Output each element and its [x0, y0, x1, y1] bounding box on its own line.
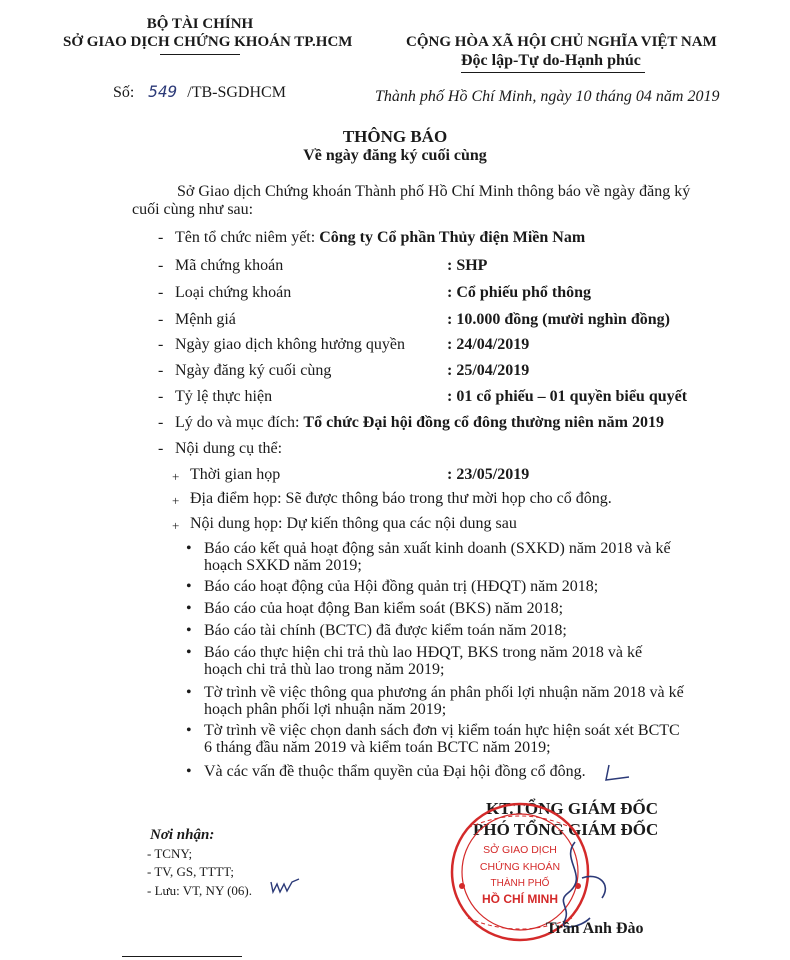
record-date-value: : 25/04/2019 — [447, 362, 530, 379]
recipients-title: Nơi nhận: — [150, 827, 215, 843]
exchange-name: SỞ GIAO DỊCH CHỨNG KHOÁN TP.HCM — [63, 34, 353, 50]
agenda-item-5: Báo cáo thực hiện chi trả thù lao HĐQT, BKS trong năm 2018 và kế — [204, 644, 643, 661]
content-label: Nội dung cụ thể: — [175, 440, 283, 457]
issuer-label: Tên tổ chức niêm yết: — [175, 229, 320, 246]
par-value-value: : 10.000 đồng (mười nghìn đồng) — [447, 311, 670, 328]
dash-bullet: - — [158, 284, 164, 301]
number-suffix: /TB-SGDHCM — [187, 84, 286, 101]
initials-scribble-icon — [268, 876, 304, 898]
dot-bullet: • — [186, 622, 192, 639]
dot-bullet: • — [186, 644, 192, 661]
header-left-underline — [160, 54, 240, 55]
dash-bullet: - — [158, 336, 164, 353]
agenda-item-7-cont: 6 tháng đầu năm 2019 và kiểm toán BCTC năm 2019; — [204, 739, 551, 756]
agenda-item-2: Báo cáo hoạt động của Hội đồng quản trị (HĐQT) năm 2018; — [204, 578, 599, 595]
stamp-line-2: CHỨNG KHOÁN — [479, 861, 561, 873]
issuer-value: Công ty Cổ phần Thủy điện Miền Nam — [319, 229, 586, 246]
dash-bullet: - — [158, 388, 164, 405]
agenda-item-1-cont: hoạch SXKD năm 2019; — [204, 557, 362, 574]
agenda-item-8: Và các vấn đề thuộc thẩm quyền của Đại hội đồng cổ đông. — [204, 763, 586, 780]
purpose-label: Lý do và mục đích: — [175, 414, 304, 431]
dash-bullet: - — [158, 229, 164, 246]
dash-bullet: - — [158, 311, 164, 328]
recipient-item: - Lưu: VT, NY (06). — [147, 883, 253, 898]
stamp-line-3: THÀNH PHỐ — [490, 878, 550, 889]
agenda-item-5-cont: hoạch chi trả thù lao trong năm 2019; — [204, 661, 445, 678]
meeting-time-value: : 23/05/2019 — [447, 466, 530, 483]
agenda-item-3: Báo cáo của hoạt động Ban kiểm soát (BKS) năm 2018; — [204, 600, 564, 617]
number-prefix: Số: — [113, 84, 135, 101]
recipient-item: - TV, GS, TTTT; — [147, 864, 235, 879]
dot-bullet: • — [186, 600, 192, 617]
security-type-label: Loại chứng khoán — [175, 284, 292, 301]
ministry-name: BỘ TÀI CHÍNH — [146, 16, 254, 32]
intro-line-2: cuối cùng như sau: — [132, 201, 254, 218]
stamp-line-4: HỒ CHÍ MINH — [482, 892, 558, 906]
place-date: Thành phố Hồ Chí Minh, ngày 10 tháng 04 năm 2019 — [375, 88, 720, 105]
dot-bullet: • — [186, 540, 192, 557]
dash-bullet: - — [158, 257, 164, 274]
par-value-label: Mệnh giá — [175, 311, 236, 328]
agenda-item-7: Tờ trình về việc chọn danh sách đơn vị kiểm toán hực hiện soát xét BCTC — [204, 722, 680, 739]
dot-bullet: • — [186, 578, 192, 595]
agenda-item-6: Tờ trình về việc thông qua phương án phân phối lợi nhuận năm 2018 và kế — [204, 684, 684, 701]
signature-role-1: KT.TỔNG GIÁM ĐỐC — [486, 799, 659, 818]
intro-line-1: Sở Giao dịch Chứng khoán Thành phố Hồ Chí Minh thông báo về ngày đăng ký — [177, 183, 691, 200]
meeting-time-label: Thời gian họp — [190, 466, 281, 483]
signature-role-2: PHÓ TỔNG GIÁM ĐỐC — [473, 820, 659, 839]
plus-bullet: + — [172, 469, 180, 484]
record-date-label: Ngày đăng ký cuối cùng — [175, 362, 332, 379]
footer-rule — [122, 956, 242, 957]
signer-name: Trần Anh Đào — [546, 920, 644, 937]
issuer-row — [175, 229, 585, 247]
dash-bullet: - — [158, 362, 164, 379]
dash-bullet: - — [158, 414, 164, 431]
dash-bullet: - — [158, 440, 164, 457]
meeting-place: Địa điểm họp: Sẽ được thông báo trong thư mời họp cho cổ đông. — [190, 490, 612, 507]
plus-bullet: + — [172, 518, 180, 533]
ex-rights-date-value: : 24/04/2019 — [447, 336, 530, 353]
agenda-item-1: Báo cáo kết quả hoạt động sản xuất kinh doanh (SXKD) năm 2018 và kế — [204, 540, 671, 557]
initial-mark-icon — [603, 762, 633, 784]
ratio-value: : 01 cổ phiếu – 01 quyền biểu quyết — [447, 388, 688, 405]
ticker-value: : SHP — [447, 257, 488, 274]
ex-rights-date-label: Ngày giao dịch không hưởng quyền — [175, 336, 405, 353]
republic-name: CỘNG HÒA XÃ HỘI CHỦ NGHĨA VIỆT NAM — [406, 34, 717, 50]
ratio-label: Tỷ lệ thực hiện — [175, 388, 273, 405]
stamp-line-1: SỞ GIAO DỊCH — [483, 844, 557, 856]
ticker-label: Mã chứng khoán — [175, 257, 284, 274]
motto: Độc lập-Tự do-Hạnh phúc — [461, 52, 641, 69]
meeting-content: Nội dung họp: Dự kiến thông qua các nội dung sau — [190, 515, 517, 532]
plus-bullet: + — [172, 493, 180, 508]
dot-bullet: • — [186, 722, 192, 739]
dot-bullet: • — [186, 763, 192, 780]
header-right-underline — [461, 72, 645, 73]
document-number — [113, 82, 286, 102]
handwritten-number: 549 — [148, 82, 178, 101]
recipient-item: - TCNY; — [147, 846, 193, 861]
page-subtitle: Về ngày đăng ký cuối cùng — [303, 147, 487, 164]
agenda-item-6-cont: hoạch phân phối lợi nhuận năm 2019; — [204, 701, 447, 718]
purpose-value: Tổ chức Đại hội đồng cổ đông thường niên năm 2019 — [303, 414, 664, 431]
agenda-item-4: Báo cáo tài chính (BCTC) đã được kiểm toán năm 2018; — [204, 622, 567, 639]
page-title: THÔNG BÁO — [342, 127, 448, 146]
dot-bullet: • — [186, 684, 192, 701]
security-type-value: : Cổ phiếu phổ thông — [447, 284, 592, 301]
purpose-row — [175, 414, 664, 432]
